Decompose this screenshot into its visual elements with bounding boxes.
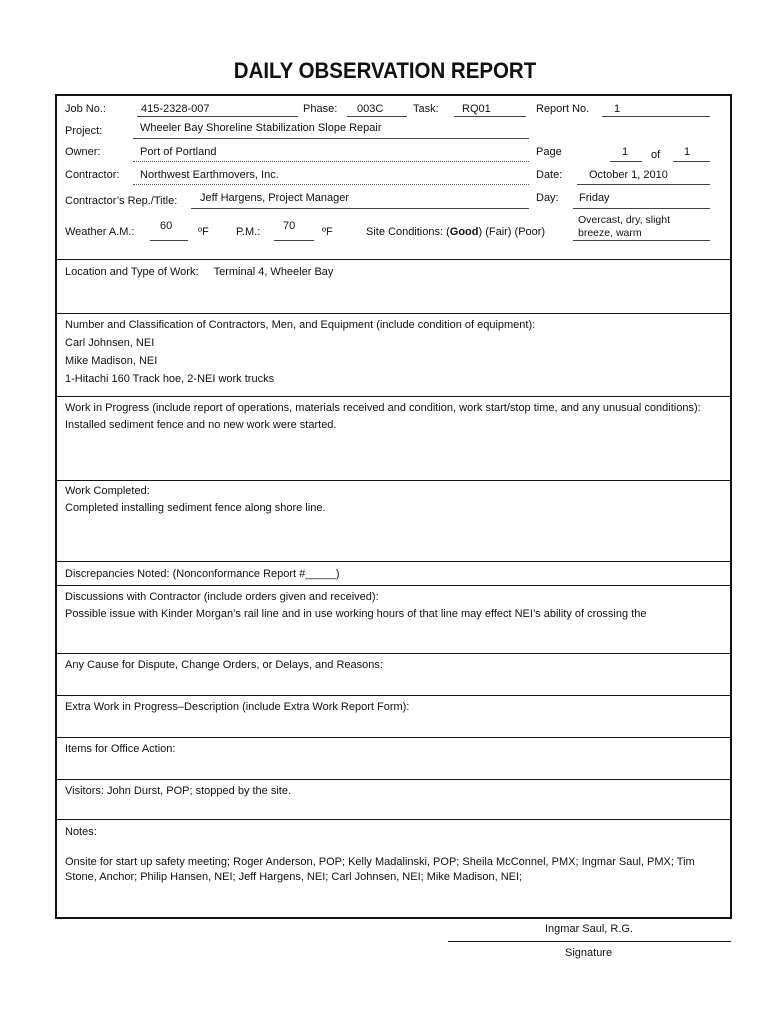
- site-conditions-label: Site Conditions: (: [366, 226, 450, 238]
- weather-am-value[interactable]: 60: [160, 220, 173, 232]
- site-conditions[interactable]: [366, 226, 545, 238]
- extra-work-section: [65, 699, 409, 716]
- report-form: [55, 94, 732, 919]
- separator: [57, 819, 730, 820]
- separator: [57, 561, 730, 562]
- location-label: Location and Type of Work:: [65, 266, 199, 278]
- report-no-line: [602, 116, 710, 117]
- weather-pm-label: P.M.:: [236, 226, 261, 238]
- signature-label: Signature: [565, 947, 613, 959]
- page-of-label: of: [651, 149, 661, 161]
- visitors-value[interactable]: Visitors: John Durst, POP; stopped by the site.: [65, 785, 292, 797]
- project-line: [133, 138, 529, 139]
- work-completed-value[interactable]: Completed installing sediment fence along shore line.: [65, 502, 326, 514]
- weather-pm-line: [274, 240, 314, 241]
- separator: [57, 480, 730, 481]
- office-action-section: [65, 741, 175, 758]
- work-in-progress-value[interactable]: Installed sediment fence and no new work were started.: [65, 419, 337, 431]
- task-value[interactable]: RQ01: [462, 103, 491, 115]
- page-number-line: [610, 161, 642, 162]
- notes-label: Notes:: [65, 826, 97, 838]
- job-no-line: [137, 116, 298, 117]
- disputes-label: Any Cause for Dispute, Change Orders, or Delays, and Reasons:: [65, 659, 383, 671]
- rep-line: [191, 208, 529, 209]
- report-no-value[interactable]: 1: [614, 103, 621, 115]
- day-line: [573, 208, 710, 209]
- report-title: DAILY OBSERVATION REPORT: [233, 58, 537, 83]
- notes-section: [65, 824, 97, 841]
- date-value[interactable]: October 1, 2010: [589, 169, 668, 181]
- day-value[interactable]: Friday: [579, 192, 610, 204]
- office-action-label: Items for Office Action:: [65, 743, 176, 755]
- weather-am-line: [150, 240, 188, 241]
- rep-label: Contractor’s Rep./Title:: [65, 195, 178, 207]
- separator: [57, 259, 730, 260]
- signature-line[interactable]: [448, 941, 731, 942]
- location-value[interactable]: Terminal 4, Wheeler Bay: [213, 266, 334, 278]
- extra-work-label: Extra Work in Progress–Description (include Extra Work Report Form):: [65, 701, 410, 713]
- day-label: Day:: [536, 192, 559, 204]
- report-no-label: Report No.: [536, 103, 590, 115]
- location-section: [65, 264, 333, 281]
- signature-name: Ingmar Saul, R.G.: [545, 923, 634, 935]
- page-total[interactable]: 1: [684, 146, 691, 158]
- contractors-section: [65, 317, 535, 388]
- page-number[interactable]: 1: [622, 146, 629, 158]
- contractors-label: Number and Classification of Contractors, Men, and Equipment (include condition of equipment):: [65, 319, 536, 331]
- contractors-line[interactable]: Mike Madison, NEI: [65, 355, 158, 367]
- visitors-section: [65, 783, 291, 800]
- date-line: [577, 184, 710, 185]
- task-label: Task:: [413, 103, 439, 115]
- work-completed-section: [65, 483, 326, 517]
- weather-pm-value[interactable]: 70: [283, 220, 296, 232]
- task-line: [454, 116, 526, 117]
- phase-value[interactable]: 003C: [357, 103, 384, 115]
- page-label: Page: [536, 146, 562, 158]
- contractor-label: Contractor:: [65, 169, 120, 181]
- job-no-label: Job No.:: [65, 103, 106, 115]
- owner-label: Owner:: [65, 146, 101, 158]
- date-label: Date:: [536, 169, 563, 181]
- weather-description[interactable]: Overcast, dry, slight breeze, warm: [578, 214, 670, 239]
- weather-description-line: [573, 240, 710, 241]
- contractors-line[interactable]: 1-Hitachi 160 Track hoe, 2-NEI work trucks: [65, 373, 275, 385]
- separator: [57, 653, 730, 654]
- separator: [57, 585, 730, 586]
- owner-value[interactable]: Port of Portland: [140, 146, 217, 158]
- weather-pm-unit: ºF: [322, 226, 333, 238]
- page-total-line: [673, 161, 710, 162]
- project-label: Project:: [65, 125, 103, 137]
- owner-line: [133, 161, 529, 162]
- discussions-label: Discussions with Contractor (include orders given and received):: [65, 591, 379, 603]
- separator: [57, 396, 730, 397]
- separator: [57, 313, 730, 314]
- phase-line: [347, 116, 407, 117]
- contractor-value[interactable]: Northwest Earthmovers, Inc.: [140, 169, 279, 181]
- discrepancies-label[interactable]: Discrepancies Noted: (Nonconformance Report #_____): [65, 568, 340, 580]
- discussions-value[interactable]: Possible issue with Kinder Morgan’s rail line and in use working hours of that line may effect NEI’s ability of crossing the: [65, 608, 647, 620]
- notes-value[interactable]: Onsite for start up safety meeting; Roger Anderson, POP; Kelly Madalinski, POP; Sheila McConnel, PMX; Ingmar Saul, PMX; Tim Stone, Anchor; Philip Hansen, NEI; Jeff Hargens, NEI; Carl Johnsen, NEI; Mike Madison, NEI;: [65, 856, 695, 883]
- disputes-section: [65, 657, 383, 674]
- work-completed-label: Work Completed:: [65, 485, 150, 497]
- weather-am-unit: ºF: [198, 226, 209, 238]
- discrepancies-section: [65, 566, 340, 583]
- separator: [57, 695, 730, 696]
- project-value[interactable]: Wheeler Bay Shoreline Stabilization Slope Repair: [140, 122, 382, 134]
- work-in-progress-section: [65, 400, 701, 434]
- job-no-value[interactable]: 415-2328-007: [141, 103, 210, 115]
- discussions-section: [65, 589, 646, 623]
- phase-label: Phase:: [303, 103, 338, 115]
- weather-am-label: Weather A.M.:: [65, 226, 135, 238]
- separator: [57, 737, 730, 738]
- work-in-progress-label: Work in Progress (include report of operations, materials received and condition, work start/stop time, and any unusual conditions):: [65, 402, 701, 414]
- rep-value[interactable]: Jeff Hargens, Project Manager: [200, 192, 349, 204]
- contractor-line: [133, 184, 529, 185]
- contractors-line[interactable]: Carl Johnsen, NEI: [65, 337, 155, 349]
- site-conditions-good: Good: [449, 226, 479, 238]
- separator: [57, 779, 730, 780]
- site-conditions-options: ) (Fair) (Poor): [478, 226, 546, 238]
